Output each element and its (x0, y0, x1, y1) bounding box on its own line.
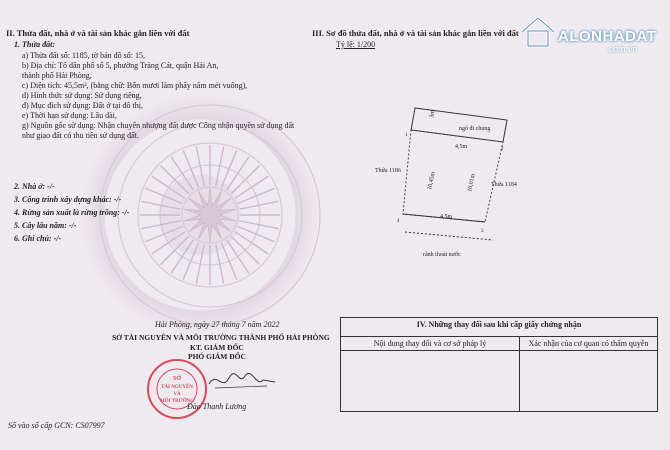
left-length-label: 10,45m (427, 171, 437, 191)
land-heading: 1. Thửa đất: (14, 40, 56, 49)
neighbor-left-label: Thửa 1186 (375, 168, 401, 174)
svg-text:MÔI TRƯỜNG: MÔI TRƯỜNG (159, 399, 195, 404)
bottom-width-label: 4,5m (440, 214, 453, 220)
section-item: 4. Rừng sản xuất là rừng trồng: -/- (14, 208, 130, 217)
col-change-content: Nội dung thay đổi và cơ sở pháp lý (341, 337, 520, 351)
issuing-org: SỞ TÀI NGUYÊN VÀ MÔI TRƯỜNG THÀNH PHỐ HẢI PHÒNG (112, 333, 330, 342)
svg-text:TÀI NGUYÊN: TÀI NGUYÊN (161, 385, 193, 390)
logo-brand: ALONHADAT (558, 28, 657, 45)
land-detail-line: thành phố Hải Phòng, (22, 71, 92, 80)
logo-domain: .com.vn (606, 44, 638, 54)
section-ii-title: II. Thửa đất, nhà ở và tài sản khác gắn liền với đất (6, 28, 190, 38)
deputy-director: PHÓ GIÁM ĐỐC (188, 352, 246, 361)
kt-director: KT. GIÁM ĐỐC (190, 343, 244, 352)
vertex-1: 1 (405, 133, 408, 138)
land-detail-line: đ) Mục đích sử dụng: Đất ở tại đô thị, (22, 101, 143, 110)
authority-confirm-cell (520, 351, 658, 412)
svg-text:VÀ: VÀ (173, 392, 181, 397)
changes-table (340, 317, 658, 412)
change-content-cell (341, 351, 520, 412)
land-detail-line: e) Thời hạn sử dụng: Lâu dài, (22, 111, 117, 120)
land-detail-line: d) Hình thức sử dụng: Sử dụng riêng, (22, 91, 142, 100)
cert-number: Số vào sổ cấp GCN: CS07997 (8, 421, 105, 430)
section-item: 3. Công trình xây dựng khác: -/- (14, 195, 122, 204)
road-width-label: 3m (429, 109, 437, 119)
land-detail-line: như giao đất có thu tiền sử dụng đất. (22, 131, 139, 140)
drain-label: rãnh thoát nước (423, 252, 461, 258)
issue-date: Hải Phòng, ngày 27 tháng 7 năm 2022 (155, 320, 280, 329)
land-detail-line: c) Diện tích: 45,5m², (bằng chữ: Bốn mươi lăm phẩy năm mét vuông), (22, 81, 248, 90)
land-detail-line: g) Nguồn gốc sử dụng: Nhận chuyển nhượng đất được Công nhận quyền sử dụng đất (22, 121, 295, 130)
alonhadat-logo (514, 8, 664, 52)
vertex-4: 4 (397, 219, 400, 224)
section-iv-title: IV. Những thay đổi sau khi cấp giấy chứng nhận (341, 318, 658, 337)
top-width-label: 4,5m (455, 144, 468, 150)
col-authority-confirm: Xác nhận của cơ quan có thẩm quyền (520, 337, 658, 351)
map-scale: Tỷ lệ: 1/200 (336, 40, 376, 49)
handwritten-signature (207, 366, 277, 396)
section-iii-title: III. Sơ đồ thửa đất, nhà ở và tài sản khác gắn liền với đất (312, 28, 519, 38)
land-plot-diagram (375, 100, 525, 260)
land-detail-line: b) Địa chỉ: Tổ dân phố số 5, phường Tràng Cát, quận Hải An, (22, 61, 219, 70)
vertex-3: 3 (481, 229, 484, 234)
neighbor-right-label: Thửa 1184 (491, 182, 517, 188)
road-label: ngõ đi chung (459, 126, 491, 132)
svg-text:SỞ: SỞ (172, 376, 182, 382)
house-icon (518, 12, 558, 50)
signer-name: Đào Thanh Lương (187, 402, 247, 411)
section-item: 2. Nhà ở: -/- (14, 182, 55, 191)
vertex-2: 2 (501, 147, 504, 152)
right-length-label: 10,01m (467, 173, 477, 193)
land-detail-line: a) Thửa đất số: 1185, tờ bản đồ số: 15, (22, 51, 145, 60)
section-item: 6. Ghi chú: -/- (14, 234, 62, 243)
section-item: 5. Cây lâu năm: -/- (14, 221, 77, 230)
